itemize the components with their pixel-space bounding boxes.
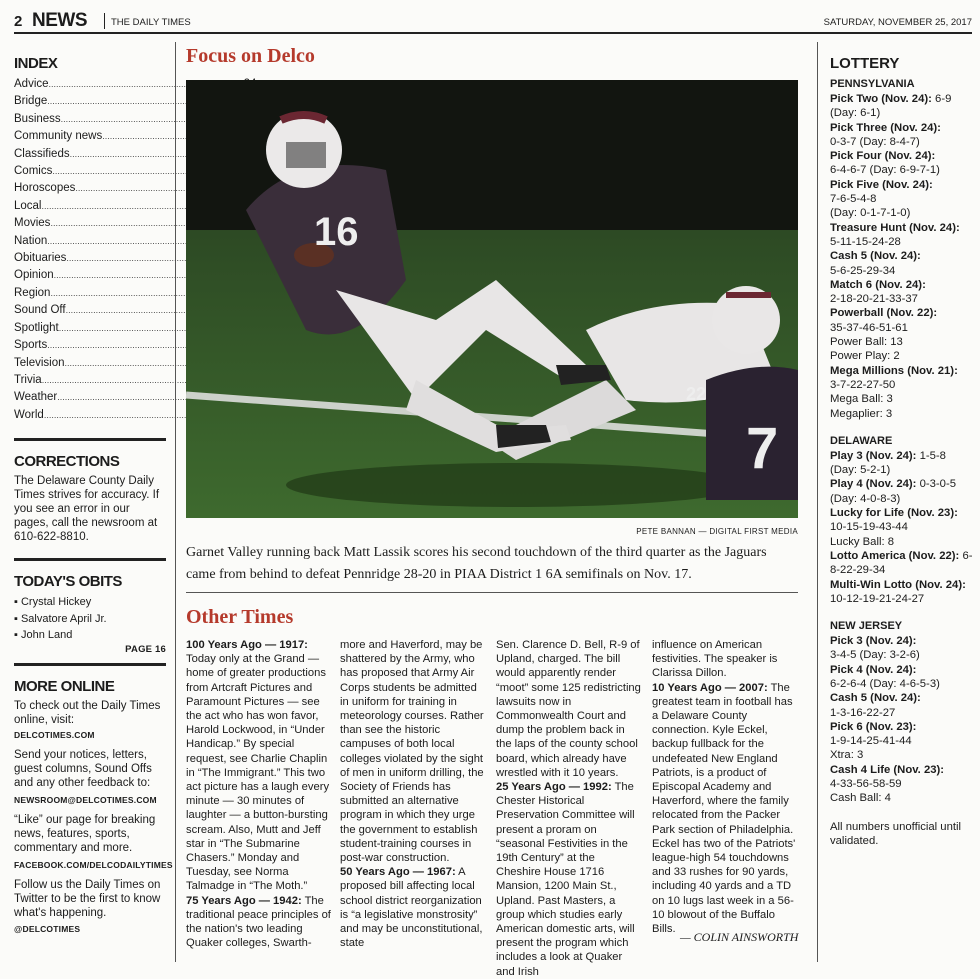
section-rule <box>14 438 166 441</box>
corrections-text: The Delaware County Daily Times strives for accuracy. If you see an error in our pages, call the newsroom at 610-622-8810. <box>14 475 160 544</box>
lottery-game: Cash 5 (Nov. 24): 5-6-25-29-34 <box>830 250 921 277</box>
article-text: more and Haverford, may be shattered by the Army, who has proposed that Army Air Corps students be admitted in uniform for training in meteorology courses. Rather than see the historic campuses of both local colleges violated by the sight of men in uniform drilling, the Society of Friends has submitted an alternative program in which they urge the government to establish student-training courses in post-war construction. <box>340 639 484 865</box>
lottery-game: Play 4 (Nov. 24): 0-3-0-5 (Day: 4-0-8-3) <box>830 478 956 505</box>
page-header <box>14 10 972 34</box>
lottery-game: Power Ball: 13 <box>830 336 903 349</box>
pa-lottery-list <box>830 92 975 421</box>
state-heading: DELAWARE <box>830 434 893 447</box>
index-item[interactable]: Obituaries ..... <box>14 250 166 267</box>
index-item[interactable]: Trivia ..... <box>14 372 166 389</box>
de-lottery-list <box>830 449 975 606</box>
lottery-game: Mega Ball: 3 <box>830 393 893 406</box>
photo-caption: Garnet Valley running back Matt Lassik scores his second touchdown of the third quarter as the Jaguars came from behind to defeat Pennridge 28-20 in PIAA District 1 6A semifinals on Nov. 17. <box>186 545 767 582</box>
left-sidebar <box>14 55 173 934</box>
lottery-title: LOTTERY <box>830 55 900 72</box>
football-photo[interactable] <box>186 80 798 518</box>
lottery-game: Mega Millions (Nov. 21): 3-7-22-27-50 <box>830 364 958 391</box>
era-heading: 10 Years Ago — 2007: <box>652 681 768 694</box>
lottery-game: Pick Two (Nov. 24): 6-9 (Day: 6-1) <box>830 93 952 120</box>
lottery-game: Play 3 (Nov. 24): 1-5-8 (Day: 5-2-1) <box>830 449 946 477</box>
byline: — COLIN AINSWORTH <box>680 930 799 944</box>
article-text: The Chester Historical Preservation Committee will present a proram on “seasonal Festivities in the 19th Century” at the Cheshire House 1716 Mansion, 1200 Main St., Upland. Past Masters, a group which studies early American domestic arts, will present the program which includes a look at Quaker and Irish <box>496 781 635 978</box>
article-text: The greatest team in football has a Delaware County connection. Kyle Eckel, backup fullback for the undefeated New England Patriots, is a product of Episcopal Academy and Haverford, where the family relocated from the Packer Park section of Philadelphia. Eckel has two of the Patriots' league-high 54 touchdowns and 33 rushes for 90 yards, including 40 yards and a TD on 10 lugs last week in a 56-10 blowout of the Buffalo Bills. <box>652 681 796 936</box>
online-text-3: “Like” our page for breaking news, features, sports, commentary and more. <box>14 813 156 854</box>
index-item[interactable]: Opinion ..... <box>14 267 166 284</box>
lottery-game: Match 6 (Nov. 24): 2-18-20-21-33-37 <box>830 278 926 306</box>
email-link[interactable]: NEWSROOM@DELCOTIMES.COM <box>14 794 157 805</box>
obit-item[interactable]: ▪ Crystal Hickey <box>14 596 92 609</box>
online-text-4: Follow us the Daily Times on Twitter to be the first to know what's happening. <box>14 878 161 919</box>
lottery-game: Multi-Win Lotto (Nov. 24): 10-12-19-21-24-27 <box>830 578 966 605</box>
index-item[interactable]: Bridge ..... <box>14 93 166 110</box>
section-rule <box>14 663 166 666</box>
online-text-1: To check out the Daily Times online, visit: <box>14 699 161 726</box>
lottery-game: Power Play: 2 <box>830 350 900 363</box>
page-number: 2 <box>14 13 23 30</box>
runner-number: 16 <box>314 210 359 254</box>
obits-title: TODAY'S OBITS <box>14 573 122 591</box>
obits-list <box>14 594 166 644</box>
focus-header <box>186 45 798 68</box>
index-item[interactable]: Sports ..... <box>14 337 166 354</box>
obit-item[interactable]: ▪ Salvatore April Jr. <box>14 612 107 625</box>
index-item[interactable]: Business ..... <box>14 111 166 128</box>
era-heading: 25 Years Ago — 1992: <box>496 781 612 794</box>
lottery-game: Pick Three (Nov. 24): 0-3-7 (Day: 8-4-7) <box>830 121 941 148</box>
online-text-2: Send your notices, letters, guest columns, Sound Offs and any other feedback to: <box>14 748 152 789</box>
index-item[interactable]: Movies ..... <box>14 215 166 232</box>
lottery-game: Cash Ball: 4 <box>830 792 891 805</box>
article-text: influence on American festivities. The speaker is Clarissa Dillon. <box>652 639 778 680</box>
index-item[interactable]: Classifieds ..... <box>14 146 166 163</box>
index-item[interactable]: Television ..... <box>14 355 166 372</box>
lottery-game: Pick 4 (Nov. 24): 6-2-6-4 (Day: 4-6-5-3) <box>830 663 940 690</box>
obit-item[interactable]: ▪ John Land <box>14 629 73 642</box>
state-heading: NEW JERSEY <box>830 620 903 633</box>
index-item[interactable]: Horoscopes ..... <box>14 180 166 197</box>
website-link[interactable]: DELCOTIMES.COM <box>14 729 95 740</box>
lottery-game: Pick Four (Nov. 24): 6-4-6-7 (Day: 6-9-7-1) <box>830 150 940 177</box>
lottery-note: All numbers unofficial until validated. <box>830 820 962 847</box>
corrections-title: CORRECTIONS <box>14 453 120 471</box>
twitter-link[interactable]: @DELCOTIMES <box>14 923 81 934</box>
lottery-game: Lucky for Life (Nov. 23): 10-15-19-43-44 <box>830 507 958 534</box>
lottery-game: Xtra: 3 <box>830 749 864 762</box>
lottery-game: Treasure Hunt (Nov. 24): 5-11-15-24-28 <box>830 221 960 248</box>
article-text: Today only at the Grand — home of greater productions from Artcraft Pictures and Paramount Pictures — see the act who has won favor, Harold Lockwood, in “Under Handicap.” By special request, see Charlie Chaplin in “The Immigrant.” This two act picture has a laugh every minute — 30 minutes of laughter — a button-bursting scream. Also, Mutt and Jeff star in “The Submarine Chasers.” Monday and Tuesday, see Norma Talmadge in “The Moth.” <box>186 653 330 893</box>
lottery-game: Megaplier: 3 <box>830 407 893 420</box>
other-times-column <box>186 638 332 950</box>
lottery-game: (Day: 0-1-7-1-0) <box>830 207 911 220</box>
other-times-column <box>652 638 798 936</box>
issue-date: SATURDAY, NOVEMBER 25, 2017 <box>823 17 972 28</box>
lottery-column <box>830 55 975 848</box>
nj-lottery-list <box>830 634 975 806</box>
index-item[interactable]: Community news ..... <box>14 128 166 145</box>
lottery-game: Cash 4 Life (Nov. 23): 4-33-56-58-59 <box>830 763 945 791</box>
lottery-game: Lucky Ball: 8 <box>830 535 895 548</box>
state-heading: PENNSYLVANIA <box>830 78 915 90</box>
era-heading: 75 Years Ago — 1942: <box>186 894 302 907</box>
other-times-title: Other Times <box>186 606 294 628</box>
index-item[interactable]: Spotlight ..... <box>14 320 166 337</box>
lottery-game: Powerball (Nov. 22): 35-37-46-51-61 <box>830 307 938 334</box>
section-rule <box>186 592 798 593</box>
index-item[interactable]: Comics ..... <box>14 163 166 180</box>
article-text: Sen. Clarence D. Bell, R-9 of Upland, charged. The bill would apparently render “moot” some 125 redistricting lawsuits now in Commonwealth Court and dump the problem back in the laps of the county school board, which already have wrestled with it 10 years. <box>496 639 641 779</box>
index-item[interactable]: World ..... <box>14 407 166 424</box>
photo-credit: PETE BANNAN — DIGITAL FIRST MEDIA <box>636 527 798 536</box>
index-item[interactable]: Nation ..... <box>14 233 166 250</box>
column-divider <box>817 42 818 962</box>
section-rule <box>14 558 166 561</box>
lottery-game: Pick 3 (Nov. 24): 3-4-5 (Day: 3-2-6) <box>830 635 920 662</box>
section-name: NEWS <box>32 10 87 31</box>
article-text: The traditional peace principles of the nation's two leading Quaker colleges, Swarth- <box>186 894 331 950</box>
focus-title: Focus on Delco <box>186 45 315 67</box>
other-times-column <box>340 638 486 950</box>
facebook-link[interactable]: FACEBOOK.COM/DELCODAILYTIMES <box>14 859 173 870</box>
era-heading: 100 Years Ago — 1917: <box>186 639 308 651</box>
obits-page-ref[interactable]: PAGE 16 <box>125 643 166 655</box>
index-title: INDEX <box>14 55 58 72</box>
lottery-game: Pick 6 (Nov. 23): 1-9-14-25-41-44 <box>830 720 917 748</box>
photo-illustration <box>186 80 798 518</box>
index-item[interactable]: Region ..... <box>14 285 166 302</box>
index-item[interactable]: Advice ..... <box>14 76 166 93</box>
more-online-title: MORE ONLINE <box>14 677 115 695</box>
defender-number: 7 <box>746 416 779 481</box>
era-heading: 50 Years Ago — 1967: <box>340 866 456 879</box>
lottery-game: Pick Five (Nov. 24): 7-6-5-4-8 <box>830 178 933 206</box>
defender-number-2: 22 <box>686 384 707 404</box>
article-text: A proposed bill affecting local school district reorganization is “a legislative monstrosity” and may be unconstitutional, state <box>340 866 483 950</box>
index-item[interactable]: Sound Off ..... <box>14 302 166 319</box>
index-list <box>14 76 166 424</box>
lottery-game: Cash 5 (Nov. 24): 1-3-16-22-27 <box>830 692 921 719</box>
lottery-game: Lotto America (Nov. 22): 6-8-22-29-34 <box>830 549 973 577</box>
header-divider <box>104 13 105 29</box>
paper-name: THE DAILY TIMES <box>111 17 191 28</box>
index-item[interactable]: Local ..... <box>14 198 166 215</box>
other-times-column <box>496 638 642 979</box>
index-item[interactable]: Weather ..... <box>14 389 166 406</box>
